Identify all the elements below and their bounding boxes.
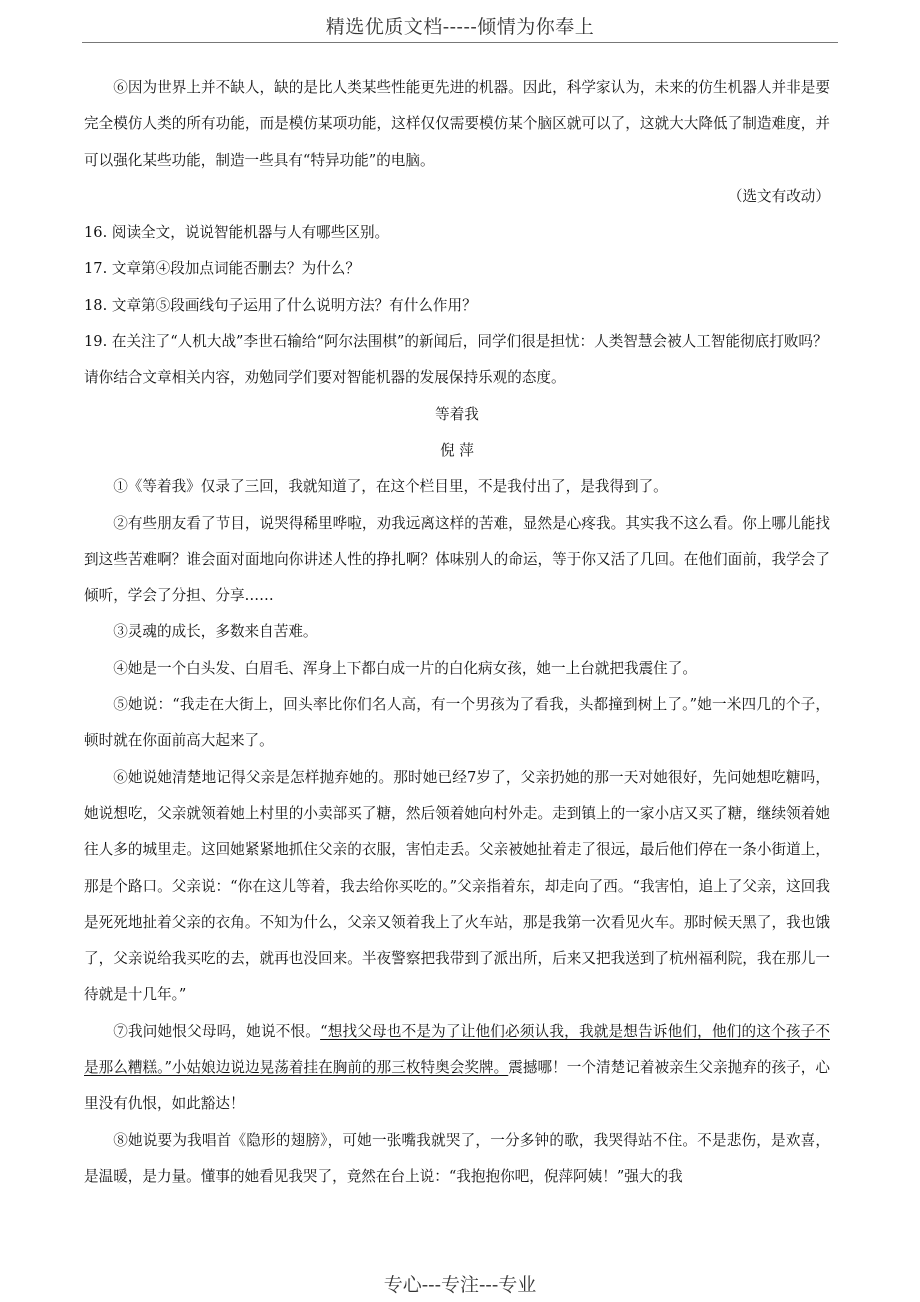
document-body bbox=[84, 70, 830, 1195]
passage2-title: 等着我 bbox=[435, 405, 479, 423]
passage2-author: 倪 萍 bbox=[440, 441, 474, 459]
passage2-paragraph-8: ⑧她说要为我唱首《隐形的翅膀》，可她一张嘴我就哭了，一分多钟的歌，我哭得站不住。不是悲伤，是欢喜，是温暖，是力量。懂事的她看见我哭了，竟然在台上说：“我抱抱你吧，倪萍阿姨！”强大的我 bbox=[84, 1131, 830, 1185]
question-18: 18. 文章第⑤段画线句子运用了什么说明方法？有什么作用？ bbox=[84, 296, 477, 314]
passage2-paragraph-2: ②有些朋友看了节目，说哭得稀里哗啦，劝我远离这样的苦难，显然是心疼我。其实我不这么看。你上哪儿能找到这些苦难啊？谁会面对面地向你讲述人性的挣扎啊？体味别人的命运，等于你又活了几回。在他们面前，我学会了倾听，学会了分担、分享…… bbox=[84, 514, 830, 605]
passage2-paragraph-5: ⑤她说：“我走在大街上，回头率比你们名人高，有一个男孩为了看我，头都撞到树上了。”她一米四几的个子，顿时就在你面前高大起来了。 bbox=[84, 696, 830, 750]
question-17: 17. 文章第④段加点词能否删去？为什么？ bbox=[84, 260, 360, 278]
paragraph-7-tail: 震撼哪！一个清楚记着被亲生父亲抛弃的孩子，心里没有仇恨，如此豁达！ bbox=[84, 1059, 830, 1113]
question-16: 16. 阅读全文，说说智能机器与人有哪些区别。 bbox=[84, 224, 390, 242]
passage2-paragraph-4: ④她是一个白头发、白眉毛、浑身上下都白成一片的白化病女孩，她一上台就把我震住了。 bbox=[113, 659, 697, 677]
question-19: 19. 在关注了“人机大战”李世石输给“阿尔法围棋”的新闻后，同学们很是担忧：人类智慧会被人工智能彻底打败吗？请你结合文章相关内容，劝勉同学们要对智能机器的发展保持乐观的态度。 bbox=[84, 333, 828, 387]
source-note: （选文有改动） bbox=[727, 187, 830, 205]
document-footer: 专心---专注---专业 bbox=[383, 1274, 537, 1296]
header-divider bbox=[82, 42, 838, 43]
paragraph-7-lead: ⑦我问她恨父母吗，她说不恨。 bbox=[113, 1022, 321, 1040]
passage2-paragraph-1: ①《等着我》仅录了三回，我就知道了，在这个栏目里，不是我付出了，是我得到了。 bbox=[113, 478, 668, 496]
passage2-paragraph-7 bbox=[84, 1014, 830, 1123]
passage2-paragraph-6: ⑥她说她清楚地记得父亲是怎样抛弃她的。那时她已经7岁了，父亲扔她的那一天对她很好，先问她想吃糖吗，她说想吃，父亲就领着她上村里的小卖部买了糖，然后领着她向村外走。走到镇上的一家小店又买了糖，继续领着她往人多的城里走。这回她紧紧地抓住父亲的衣服，害怕走丢。父亲被她扯着走了很远，最后他们停在一条小街道上，那是个路口。父亲说：“你在这儿等着，我去给你买吃的。”父亲指着东，却走向了西。“我害怕，追上了父亲，这回我是死死地扯着父亲的衣角。不知为什么，父亲又领着我上了火车站，那是我第一次看见火车。那时候天黑了，我也饿了，父亲说给我买吃的去，就再也没回来。半夜警察把我带到了派出所，后来又把我送到了杭州福利院，我在那儿一待就是十几年。” bbox=[84, 768, 830, 1004]
passage2-paragraph-3: ③灵魂的成长，多数来自苦难。 bbox=[113, 623, 318, 641]
underlined-sentence: “想找父母也不是为了让他们必须认我，我就是想告诉他们，他们的这个孩子不是那么糟糕。”小姑娘边说边晃荡着挂在胸前的那三枚特奥会奖牌。 bbox=[84, 1022, 830, 1077]
document-header: 精选优质文档-----倾情为你奉上 bbox=[325, 16, 595, 38]
passage1-paragraph-6: ⑥因为世界上并不缺人，缺的是比人类某些性能更先进的机器。因此，科学家认为，未来的仿生机器人并非是要完全模仿人类的所有功能，而是模仿某项功能，这样仅仅需要模仿某个脑区就可以了，这就大大降低了制造难度，并可以强化某些功能，制造一些具有“特异功能”的电脑。 bbox=[84, 79, 830, 169]
